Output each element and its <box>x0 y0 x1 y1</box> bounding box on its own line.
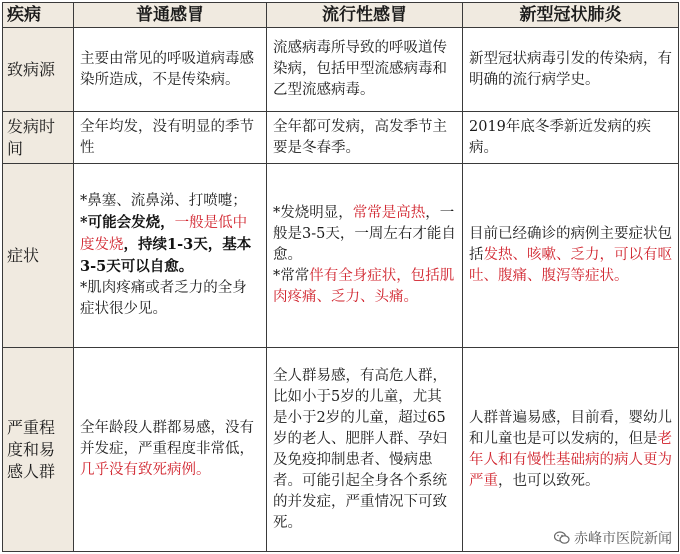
header-influenza: 流行性感冒 <box>267 3 463 28</box>
cell-paragraph <box>80 418 260 481</box>
text-run: *常常 <box>273 268 310 284</box>
text-run: 目前已经确诊的病例主要症状包括 <box>469 226 672 263</box>
cell-cold-onset: 全年均发，没有明显的季节性 <box>74 112 267 164</box>
text-run: ，持续1-3天，基本3-5天可以自愈。 <box>80 236 252 275</box>
cell-flu-severity <box>267 348 463 552</box>
cell-paragraph <box>469 224 672 287</box>
table-row <box>3 164 679 348</box>
highlight-text: 伴有全身症状，包括肌肉疼痛、乏力、头痛。 <box>273 268 455 305</box>
cell-covid-pathogen: 新型冠状病毒引发的传染病，有明确的流行病学史。 <box>463 28 679 112</box>
cell-paragraph <box>273 366 456 534</box>
wechat-icon <box>554 531 570 545</box>
cell-covid-onset: 2019年底冬季新近发病的疾病。 <box>463 112 679 164</box>
text-run: *鼻塞、流鼻涕、打喷嚏； <box>80 193 247 209</box>
highlight-text: 常常是高热 <box>352 205 426 221</box>
highlight-text: 一般是低中度发烧 <box>80 215 248 253</box>
text-run: *发烧明显， <box>273 205 353 221</box>
header-disease: 疾病 <box>3 3 74 28</box>
table-header-row <box>3 3 679 28</box>
cell-flu-onset: 全年都可发病，高发季节主要是冬春季。 <box>267 112 463 164</box>
row-label-onset-time: 发病时间 <box>3 112 74 164</box>
text-run: *肌肉疼痛或者乏力的全身症状很少见。 <box>80 280 247 317</box>
cell-flu-symptoms <box>267 164 463 348</box>
cell-paragraph <box>273 266 456 308</box>
watermark-text: 赤峰市医院新闻 <box>574 531 672 547</box>
cell-cold-pathogen: 主要由常见的呼吸道病毒感染所造成，不是传染病。 <box>74 28 267 112</box>
header-common-cold: 普通感冒 <box>74 3 267 28</box>
highlight-text: 发热、咳嗽、乏力，可以有呕吐、腹痛、腹泻等症状。 <box>469 247 672 284</box>
cell-flu-pathogen: 流感病毒所导致的呼吸道传染病，包括甲型流感病毒和乙型流感病毒。 <box>267 28 463 112</box>
cell-covid-symptoms <box>463 164 679 348</box>
text-run: 全人群易感，有高危人群，比如小于5岁的儿童，尤其是小于2岁的儿童，超过65岁的老人、肥胖人群、孕妇及免疫抑制患者、慢病患者。可能引起全身各个系统的并发症，严重情况下可致死。 <box>273 367 447 531</box>
highlight-text: 几乎没有致死病例。 <box>80 462 211 478</box>
table-row <box>3 348 679 552</box>
disease-comparison-table <box>2 2 679 552</box>
header-covid-pneumonia: 新型冠状肺炎 <box>463 3 679 28</box>
text-run: ，一般是3-5天，一周左右才能自愈。 <box>273 205 456 263</box>
row-label-symptoms: 症状 <box>3 164 74 348</box>
row-label-severity: 严重程度和易感人群 <box>3 348 74 552</box>
cell-paragraph <box>80 278 260 320</box>
text-run: 人群普遍易感，目前看，婴幼儿和儿童也是可以发病的，但是 <box>469 409 672 447</box>
text-run: 全年龄段人群都易感，没有并发症，严重程度非常低， <box>80 420 254 457</box>
cell-covid-severity <box>463 348 679 552</box>
watermark <box>554 528 672 548</box>
cell-paragraph <box>469 408 672 492</box>
table-row <box>3 112 679 164</box>
cell-paragraph <box>80 191 260 212</box>
table-row <box>3 28 679 112</box>
cell-cold-severity <box>74 348 267 552</box>
text-run: ，也可以致死。 <box>498 472 600 489</box>
text-run: *可能会发烧， <box>80 214 175 231</box>
cell-paragraph <box>80 212 260 278</box>
row-label-pathogen: 致病源 <box>3 28 74 112</box>
cell-paragraph <box>273 203 456 266</box>
highlight-text: 老年人和有慢性基础病的病人更为严重 <box>469 430 672 489</box>
cell-cold-symptoms <box>74 164 267 348</box>
